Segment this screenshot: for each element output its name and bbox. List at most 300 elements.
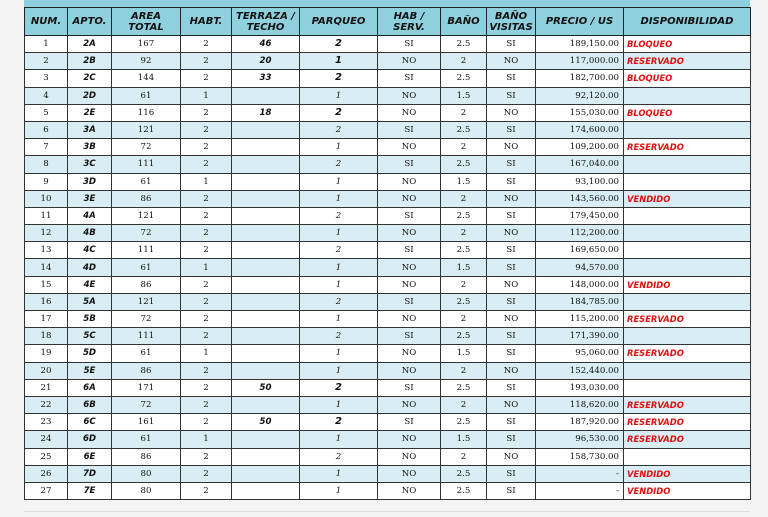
cell-area-total[interactable]: 111 <box>112 242 181 259</box>
cell-area-total[interactable]: 72 <box>112 311 181 328</box>
cell-num[interactable]: 1 <box>25 36 68 53</box>
cell-area-total[interactable]: 92 <box>112 53 181 70</box>
cell-parqueo[interactable]: 1 <box>300 173 378 190</box>
cell-habt[interactable]: 2 <box>181 36 232 53</box>
cell-bano-visitas[interactable]: SI <box>487 345 536 362</box>
cell-parqueo[interactable]: 2 <box>300 70 378 87</box>
cell-disponibilidad[interactable]: RESERVADO <box>624 431 751 448</box>
cell-num[interactable]: 19 <box>25 345 68 362</box>
cell-apto[interactable]: 4E <box>68 276 112 293</box>
cell-disponibilidad[interactable]: VENDIDO <box>624 190 751 207</box>
cell-num[interactable]: 15 <box>25 276 68 293</box>
cell-hab-serv[interactable]: SI <box>378 242 441 259</box>
cell-bano[interactable]: 2 <box>441 362 487 379</box>
cell-habt[interactable]: 2 <box>181 70 232 87</box>
cell-habt[interactable]: 2 <box>181 156 232 173</box>
cell-precio[interactable]: 94,570.00 <box>536 259 624 276</box>
cell-parqueo[interactable]: 2 <box>300 207 378 224</box>
cell-bano-visitas[interactable]: SI <box>487 242 536 259</box>
cell-apto[interactable]: 5D <box>68 345 112 362</box>
cell-bano[interactable]: 2.5 <box>441 465 487 482</box>
cell-precio[interactable]: 174,600.00 <box>536 121 624 138</box>
cell-num[interactable]: 3 <box>25 70 68 87</box>
cell-disponibilidad[interactable]: VENDIDO <box>624 465 751 482</box>
cell-bano[interactable]: 2 <box>441 190 487 207</box>
cell-area-total[interactable]: 121 <box>112 121 181 138</box>
cell-bano[interactable]: 2.5 <box>441 242 487 259</box>
cell-hab-serv[interactable]: NO <box>378 53 441 70</box>
cell-parqueo[interactable]: 2 <box>300 156 378 173</box>
cell-bano[interactable]: 2.5 <box>441 379 487 396</box>
cell-num[interactable]: 11 <box>25 207 68 224</box>
header-area-total[interactable] <box>112 8 181 36</box>
cell-parqueo[interactable]: 1 <box>300 431 378 448</box>
cell-bano-visitas[interactable]: NO <box>487 362 536 379</box>
cell-bano-visitas[interactable]: NO <box>487 276 536 293</box>
cell-apto[interactable]: 4A <box>68 207 112 224</box>
cell-bano[interactable]: 2.5 <box>441 70 487 87</box>
cell-terraza-techo[interactable] <box>232 156 300 173</box>
cell-hab-serv[interactable]: NO <box>378 311 441 328</box>
cell-terraza-techo[interactable] <box>232 311 300 328</box>
cell-bano-visitas[interactable]: SI <box>487 259 536 276</box>
cell-parqueo[interactable]: 2 <box>300 104 378 121</box>
cell-disponibilidad[interactable]: RESERVADO <box>624 53 751 70</box>
cell-hab-serv[interactable]: NO <box>378 104 441 121</box>
cell-bano[interactable]: 2 <box>441 396 487 413</box>
cell-disponibilidad[interactable] <box>624 448 751 465</box>
cell-terraza-techo[interactable]: 50 <box>232 414 300 431</box>
header-bano[interactable] <box>441 8 487 36</box>
cell-terraza-techo[interactable] <box>232 173 300 190</box>
cell-bano-visitas[interactable]: SI <box>487 87 536 104</box>
cell-disponibilidad[interactable] <box>624 121 751 138</box>
cell-precio[interactable]: 115,200.00 <box>536 311 624 328</box>
cell-num[interactable]: 16 <box>25 293 68 310</box>
cell-precio[interactable]: 158,730.00 <box>536 448 624 465</box>
cell-terraza-techo[interactable]: 33 <box>232 70 300 87</box>
cell-parqueo[interactable]: 2 <box>300 242 378 259</box>
cell-hab-serv[interactable]: SI <box>378 70 441 87</box>
cell-area-total[interactable]: 72 <box>112 396 181 413</box>
cell-disponibilidad[interactable] <box>624 242 751 259</box>
cell-parqueo[interactable]: 1 <box>300 396 378 413</box>
cell-apto[interactable]: 3D <box>68 173 112 190</box>
cell-terraza-techo[interactable] <box>232 431 300 448</box>
cell-num[interactable]: 7 <box>25 139 68 156</box>
cell-hab-serv[interactable]: NO <box>378 276 441 293</box>
cell-apto[interactable]: 4D <box>68 259 112 276</box>
cell-hab-serv[interactable]: SI <box>378 121 441 138</box>
cell-num[interactable]: 21 <box>25 379 68 396</box>
cell-num[interactable]: 12 <box>25 225 68 242</box>
cell-area-total[interactable]: 86 <box>112 276 181 293</box>
cell-precio[interactable]: 143,560.00 <box>536 190 624 207</box>
cell-parqueo[interactable]: 1 <box>300 362 378 379</box>
cell-bano-visitas[interactable]: NO <box>487 190 536 207</box>
cell-habt[interactable]: 2 <box>181 379 232 396</box>
cell-bano-visitas[interactable]: NO <box>487 104 536 121</box>
cell-disponibilidad[interactable]: RESERVADO <box>624 414 751 431</box>
cell-precio[interactable]: 117,000.00 <box>536 53 624 70</box>
cell-precio[interactable]: 179,450.00 <box>536 207 624 224</box>
cell-bano[interactable]: 2.5 <box>441 293 487 310</box>
cell-apto[interactable]: 5A <box>68 293 112 310</box>
cell-hab-serv[interactable]: NO <box>378 362 441 379</box>
cell-terraza-techo[interactable] <box>232 345 300 362</box>
cell-precio[interactable]: 148,000.00 <box>536 276 624 293</box>
cell-bano-visitas[interactable]: SI <box>487 328 536 345</box>
cell-apto[interactable]: 2B <box>68 53 112 70</box>
cell-apto[interactable]: 7D <box>68 465 112 482</box>
header-habt[interactable] <box>181 8 232 36</box>
cell-num[interactable]: 20 <box>25 362 68 379</box>
cell-precio[interactable]: 193,030.00 <box>536 379 624 396</box>
cell-parqueo[interactable]: 1 <box>300 190 378 207</box>
cell-habt[interactable]: 2 <box>181 207 232 224</box>
cell-hab-serv[interactable]: SI <box>378 328 441 345</box>
cell-habt[interactable]: 2 <box>181 53 232 70</box>
cell-parqueo[interactable]: 1 <box>300 225 378 242</box>
cell-terraza-techo[interactable] <box>232 276 300 293</box>
cell-bano-visitas[interactable]: NO <box>487 139 536 156</box>
cell-area-total[interactable]: 61 <box>112 345 181 362</box>
cell-terraza-techo[interactable]: 18 <box>232 104 300 121</box>
cell-bano[interactable]: 2.5 <box>441 156 487 173</box>
cell-apto[interactable]: 3B <box>68 139 112 156</box>
cell-num[interactable]: 10 <box>25 190 68 207</box>
cell-hab-serv[interactable]: SI <box>378 414 441 431</box>
cell-area-total[interactable]: 86 <box>112 448 181 465</box>
cell-disponibilidad[interactable]: VENDIDO <box>624 276 751 293</box>
cell-area-total[interactable]: 171 <box>112 379 181 396</box>
cell-apto[interactable]: 5C <box>68 328 112 345</box>
cell-hab-serv[interactable]: NO <box>378 87 441 104</box>
cell-terraza-techo[interactable] <box>232 225 300 242</box>
cell-habt[interactable]: 2 <box>181 414 232 431</box>
cell-num[interactable]: 25 <box>25 448 68 465</box>
cell-num[interactable]: 24 <box>25 431 68 448</box>
cell-habt[interactable]: 2 <box>181 362 232 379</box>
cell-parqueo[interactable]: 1 <box>300 53 378 70</box>
cell-hab-serv[interactable]: SI <box>378 379 441 396</box>
cell-num[interactable]: 9 <box>25 173 68 190</box>
cell-parqueo[interactable]: 2 <box>300 414 378 431</box>
cell-terraza-techo[interactable]: 20 <box>232 53 300 70</box>
cell-disponibilidad[interactable]: RESERVADO <box>624 139 751 156</box>
cell-parqueo[interactable]: 1 <box>300 139 378 156</box>
cell-terraza-techo[interactable] <box>232 87 300 104</box>
cell-hab-serv[interactable]: SI <box>378 36 441 53</box>
cell-hab-serv[interactable]: NO <box>378 345 441 362</box>
cell-bano[interactable]: 1.5 <box>441 87 487 104</box>
cell-precio[interactable]: - <box>536 482 624 499</box>
cell-parqueo[interactable]: 1 <box>300 276 378 293</box>
cell-bano-visitas[interactable]: SI <box>487 36 536 53</box>
cell-area-total[interactable]: 167 <box>112 36 181 53</box>
cell-area-total[interactable]: 72 <box>112 225 181 242</box>
cell-num[interactable]: 18 <box>25 328 68 345</box>
cell-hab-serv[interactable]: NO <box>378 190 441 207</box>
cell-disponibilidad[interactable]: BLOQUEO <box>624 36 751 53</box>
cell-bano-visitas[interactable]: NO <box>487 53 536 70</box>
cell-disponibilidad[interactable] <box>624 156 751 173</box>
cell-precio[interactable]: 118,620.00 <box>536 396 624 413</box>
cell-parqueo[interactable]: 1 <box>300 259 378 276</box>
cell-bano[interactable]: 1.5 <box>441 345 487 362</box>
header-hab-serv[interactable] <box>378 8 441 36</box>
cell-bano-visitas[interactable]: SI <box>487 207 536 224</box>
cell-bano-visitas[interactable]: SI <box>487 482 536 499</box>
cell-habt[interactable]: 2 <box>181 139 232 156</box>
cell-habt[interactable]: 2 <box>181 293 232 310</box>
cell-bano[interactable]: 2.5 <box>441 482 487 499</box>
cell-parqueo[interactable]: 2 <box>300 328 378 345</box>
cell-num[interactable]: 4 <box>25 87 68 104</box>
cell-precio[interactable]: 171,390.00 <box>536 328 624 345</box>
cell-apto[interactable]: 4B <box>68 225 112 242</box>
cell-parqueo[interactable]: 2 <box>300 36 378 53</box>
header-disponibilidad[interactable] <box>624 8 751 36</box>
cell-terraza-techo[interactable] <box>232 207 300 224</box>
cell-parqueo[interactable]: 1 <box>300 465 378 482</box>
cell-precio[interactable]: - <box>536 465 624 482</box>
cell-apto[interactable]: 4C <box>68 242 112 259</box>
cell-bano[interactable]: 2 <box>441 448 487 465</box>
cell-hab-serv[interactable]: NO <box>378 431 441 448</box>
cell-bano[interactable]: 2 <box>441 276 487 293</box>
cell-hab-serv[interactable]: NO <box>378 448 441 465</box>
cell-bano-visitas[interactable]: SI <box>487 121 536 138</box>
cell-num[interactable]: 26 <box>25 465 68 482</box>
cell-apto[interactable]: 2D <box>68 87 112 104</box>
cell-area-total[interactable]: 116 <box>112 104 181 121</box>
cell-area-total[interactable]: 61 <box>112 259 181 276</box>
cell-bano[interactable]: 1.5 <box>441 431 487 448</box>
cell-hab-serv[interactable]: NO <box>378 465 441 482</box>
cell-hab-serv[interactable]: NO <box>378 482 441 499</box>
cell-terraza-techo[interactable] <box>232 293 300 310</box>
cell-habt[interactable]: 2 <box>181 276 232 293</box>
cell-hab-serv[interactable]: NO <box>378 225 441 242</box>
cell-bano-visitas[interactable]: SI <box>487 173 536 190</box>
cell-terraza-techo[interactable] <box>232 242 300 259</box>
cell-apto[interactable]: 6E <box>68 448 112 465</box>
cell-disponibilidad[interactable]: RESERVADO <box>624 311 751 328</box>
cell-terraza-techo[interactable] <box>232 465 300 482</box>
cell-precio[interactable]: 182,700.00 <box>536 70 624 87</box>
cell-precio[interactable]: 96,530.00 <box>536 431 624 448</box>
header-parqueo[interactable] <box>300 8 378 36</box>
cell-num[interactable]: 2 <box>25 53 68 70</box>
cell-precio[interactable]: 167,040.00 <box>536 156 624 173</box>
cell-precio[interactable]: 189,150.00 <box>536 36 624 53</box>
cell-terraza-techo[interactable] <box>232 259 300 276</box>
cell-bano-visitas[interactable]: NO <box>487 448 536 465</box>
cell-area-total[interactable]: 144 <box>112 70 181 87</box>
cell-hab-serv[interactable]: NO <box>378 173 441 190</box>
cell-bano-visitas[interactable]: SI <box>487 379 536 396</box>
cell-disponibilidad[interactable] <box>624 173 751 190</box>
cell-hab-serv[interactable]: SI <box>378 293 441 310</box>
cell-disponibilidad[interactable] <box>624 207 751 224</box>
cell-bano[interactable]: 2.5 <box>441 328 487 345</box>
cell-bano[interactable]: 2.5 <box>441 36 487 53</box>
cell-disponibilidad[interactable] <box>624 87 751 104</box>
cell-habt[interactable]: 1 <box>181 259 232 276</box>
cell-apto[interactable]: 3C <box>68 156 112 173</box>
cell-parqueo[interactable]: 1 <box>300 345 378 362</box>
cell-disponibilidad[interactable]: BLOQUEO <box>624 70 751 87</box>
cell-habt[interactable]: 2 <box>181 465 232 482</box>
cell-habt[interactable]: 2 <box>181 482 232 499</box>
cell-habt[interactable]: 2 <box>181 396 232 413</box>
cell-bano[interactable]: 2.5 <box>441 121 487 138</box>
cell-disponibilidad[interactable]: RESERVADO <box>624 396 751 413</box>
cell-habt[interactable]: 1 <box>181 173 232 190</box>
cell-num[interactable]: 8 <box>25 156 68 173</box>
cell-area-total[interactable]: 72 <box>112 139 181 156</box>
cell-bano-visitas[interactable]: SI <box>487 414 536 431</box>
cell-bano-visitas[interactable]: NO <box>487 311 536 328</box>
cell-habt[interactable]: 2 <box>181 225 232 242</box>
cell-area-total[interactable]: 161 <box>112 414 181 431</box>
cell-hab-serv[interactable]: NO <box>378 259 441 276</box>
cell-precio[interactable]: 95,060.00 <box>536 345 624 362</box>
cell-apto[interactable]: 6D <box>68 431 112 448</box>
cell-parqueo[interactable]: 1 <box>300 482 378 499</box>
cell-terraza-techo[interactable] <box>232 121 300 138</box>
cell-terraza-techo[interactable] <box>232 482 300 499</box>
cell-habt[interactable]: 1 <box>181 431 232 448</box>
cell-bano-visitas[interactable]: NO <box>487 396 536 413</box>
cell-area-total[interactable]: 80 <box>112 482 181 499</box>
cell-terraza-techo[interactable]: 50 <box>232 379 300 396</box>
cell-num[interactable]: 23 <box>25 414 68 431</box>
cell-num[interactable]: 22 <box>25 396 68 413</box>
cell-disponibilidad[interactable] <box>624 225 751 242</box>
cell-bano[interactable]: 1.5 <box>441 259 487 276</box>
cell-precio[interactable]: 184,785.00 <box>536 293 624 310</box>
header-apto[interactable] <box>68 8 112 36</box>
cell-hab-serv[interactable]: NO <box>378 139 441 156</box>
cell-num[interactable]: 17 <box>25 311 68 328</box>
cell-disponibilidad[interactable]: RESERVADO <box>624 345 751 362</box>
cell-bano-visitas[interactable]: SI <box>487 465 536 482</box>
cell-disponibilidad[interactable] <box>624 328 751 345</box>
cell-terraza-techo[interactable]: 46 <box>232 36 300 53</box>
cell-precio[interactable]: 155,030.00 <box>536 104 624 121</box>
cell-habt[interactable]: 1 <box>181 87 232 104</box>
cell-habt[interactable]: 1 <box>181 345 232 362</box>
cell-disponibilidad[interactable] <box>624 362 751 379</box>
cell-num[interactable]: 13 <box>25 242 68 259</box>
cell-num[interactable]: 27 <box>25 482 68 499</box>
header-precio[interactable] <box>536 8 624 36</box>
cell-disponibilidad[interactable]: BLOQUEO <box>624 104 751 121</box>
cell-parqueo[interactable]: 2 <box>300 293 378 310</box>
cell-terraza-techo[interactable] <box>232 190 300 207</box>
cell-parqueo[interactable]: 1 <box>300 87 378 104</box>
header-bano-visitas[interactable] <box>487 8 536 36</box>
cell-terraza-techo[interactable] <box>232 396 300 413</box>
cell-terraza-techo[interactable] <box>232 139 300 156</box>
cell-precio[interactable]: 112,200.00 <box>536 225 624 242</box>
header-terraza-techo[interactable] <box>232 8 300 36</box>
cell-habt[interactable]: 2 <box>181 448 232 465</box>
cell-apto[interactable]: 2C <box>68 70 112 87</box>
cell-area-total[interactable]: 111 <box>112 156 181 173</box>
cell-apto[interactable]: 2A <box>68 36 112 53</box>
cell-disponibilidad[interactable] <box>624 379 751 396</box>
cell-apto[interactable]: 6A <box>68 379 112 396</box>
cell-precio[interactable]: 169,650.00 <box>536 242 624 259</box>
cell-habt[interactable]: 2 <box>181 311 232 328</box>
cell-area-total[interactable]: 61 <box>112 87 181 104</box>
cell-precio[interactable]: 152,440.00 <box>536 362 624 379</box>
cell-habt[interactable]: 2 <box>181 190 232 207</box>
cell-precio[interactable]: 187,920.00 <box>536 414 624 431</box>
cell-apto[interactable]: 6C <box>68 414 112 431</box>
cell-bano-visitas[interactable]: SI <box>487 431 536 448</box>
cell-terraza-techo[interactable] <box>232 362 300 379</box>
cell-area-total[interactable]: 80 <box>112 465 181 482</box>
cell-bano[interactable]: 2 <box>441 104 487 121</box>
cell-precio[interactable]: 92,120.00 <box>536 87 624 104</box>
cell-apto[interactable]: 3A <box>68 121 112 138</box>
cell-area-total[interactable]: 61 <box>112 173 181 190</box>
cell-num[interactable]: 5 <box>25 104 68 121</box>
cell-area-total[interactable]: 61 <box>112 431 181 448</box>
header-num[interactable] <box>25 8 68 36</box>
cell-bano[interactable]: 2 <box>441 53 487 70</box>
cell-parqueo[interactable]: 2 <box>300 379 378 396</box>
cell-habt[interactable]: 2 <box>181 242 232 259</box>
cell-habt[interactable]: 2 <box>181 328 232 345</box>
cell-terraza-techo[interactable] <box>232 448 300 465</box>
cell-apto[interactable]: 3E <box>68 190 112 207</box>
cell-disponibilidad[interactable] <box>624 259 751 276</box>
cell-hab-serv[interactable]: SI <box>378 156 441 173</box>
cell-num[interactable]: 6 <box>25 121 68 138</box>
cell-bano[interactable]: 2 <box>441 139 487 156</box>
cell-apto[interactable]: 5E <box>68 362 112 379</box>
cell-hab-serv[interactable]: SI <box>378 207 441 224</box>
cell-apto[interactable]: 6B <box>68 396 112 413</box>
cell-disponibilidad[interactable] <box>624 293 751 310</box>
cell-bano[interactable]: 2.5 <box>441 414 487 431</box>
cell-bano-visitas[interactable]: SI <box>487 293 536 310</box>
cell-disponibilidad[interactable]: VENDIDO <box>624 482 751 499</box>
cell-area-total[interactable]: 121 <box>112 207 181 224</box>
cell-bano[interactable]: 2 <box>441 311 487 328</box>
cell-apto[interactable]: 7E <box>68 482 112 499</box>
cell-bano[interactable]: 1.5 <box>441 173 487 190</box>
cell-parqueo[interactable]: 2 <box>300 121 378 138</box>
cell-habt[interactable]: 2 <box>181 104 232 121</box>
cell-bano[interactable]: 2 <box>441 225 487 242</box>
cell-area-total[interactable]: 121 <box>112 293 181 310</box>
cell-bano-visitas[interactable]: SI <box>487 156 536 173</box>
cell-apto[interactable]: 5B <box>68 311 112 328</box>
cell-area-total[interactable]: 111 <box>112 328 181 345</box>
cell-parqueo[interactable]: 2 <box>300 448 378 465</box>
cell-bano-visitas[interactable]: SI <box>487 70 536 87</box>
cell-terraza-techo[interactable] <box>232 328 300 345</box>
cell-hab-serv[interactable]: NO <box>378 396 441 413</box>
cell-apto[interactable]: 2E <box>68 104 112 121</box>
cell-area-total[interactable]: 86 <box>112 362 181 379</box>
